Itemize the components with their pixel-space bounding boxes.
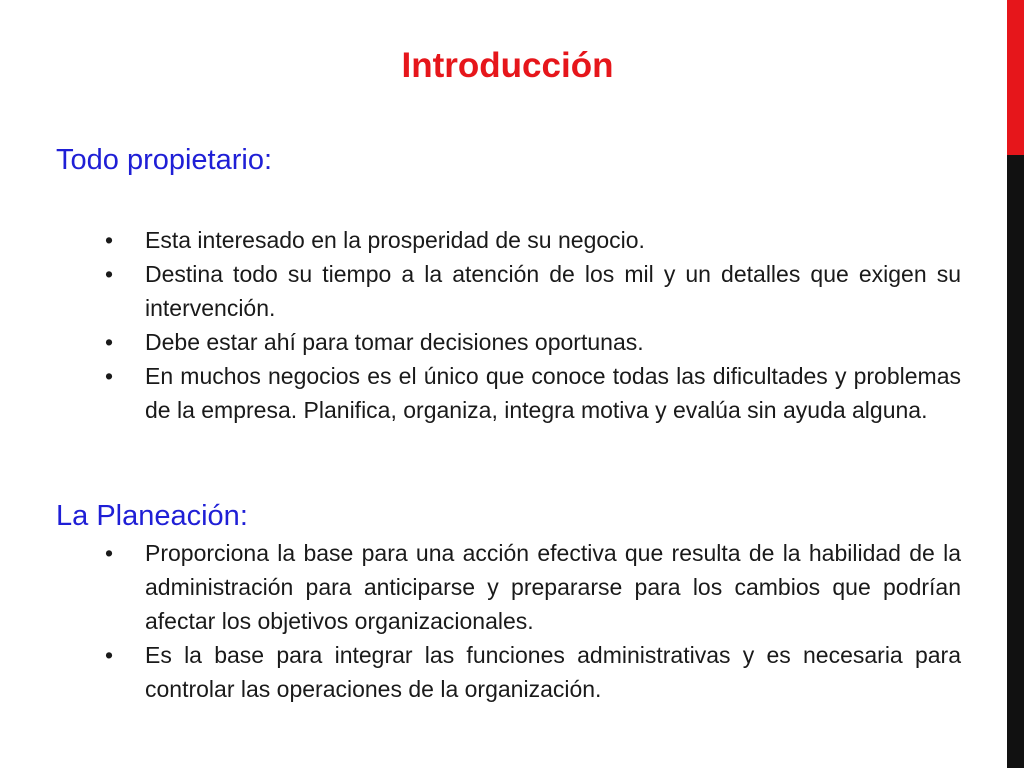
bullet-dot-icon: • [105, 642, 114, 668]
bullet-text: Proporciona la base para una acción efectiva que resulta de la habilidad de la administración para anticiparse y prepararse para los cambios que podrían afectar los objetivos organizacionales. [145, 540, 961, 634]
list-item [105, 359, 961, 427]
list-item [105, 325, 961, 359]
bullet-dot-icon: • [105, 261, 114, 287]
bullet-list-planeacion [105, 536, 961, 706]
bullet-dot-icon: • [105, 540, 114, 566]
bullet-text: En muchos negocios es el único que conoce todas las dificultades y problemas de la empresa. Planifica, organiza, integra motiva y evalúa sin ayuda alguna. [145, 363, 961, 423]
section-heading-planeacion: La Planeación: [56, 500, 248, 532]
list-item [105, 536, 961, 638]
bullet-list-propietario [105, 223, 961, 427]
list-item [105, 257, 961, 325]
list-item [105, 223, 961, 257]
bullet-text: Esta interesado en la prosperidad de su negocio. [145, 227, 645, 253]
section-heading-propietario: Todo propietario: [56, 144, 273, 176]
bullet-text: Debe estar ahí para tomar decisiones oportunas. [145, 329, 644, 355]
bullet-dot-icon: • [105, 329, 114, 355]
list-item [105, 638, 961, 706]
bullet-text: Destina todo su tiempo a la atención de los mil y un detalles que exigen su intervención. [145, 261, 961, 321]
bullet-dot-icon: • [105, 363, 114, 389]
side-accent-bar-dark [1007, 155, 1024, 768]
bullet-dot-icon: • [105, 227, 114, 253]
slide-title: Introducción [401, 46, 614, 85]
bullet-text: Es la base para integrar las funciones administrativas y es necesaria para controlar las operaciones de la organización. [145, 642, 961, 702]
